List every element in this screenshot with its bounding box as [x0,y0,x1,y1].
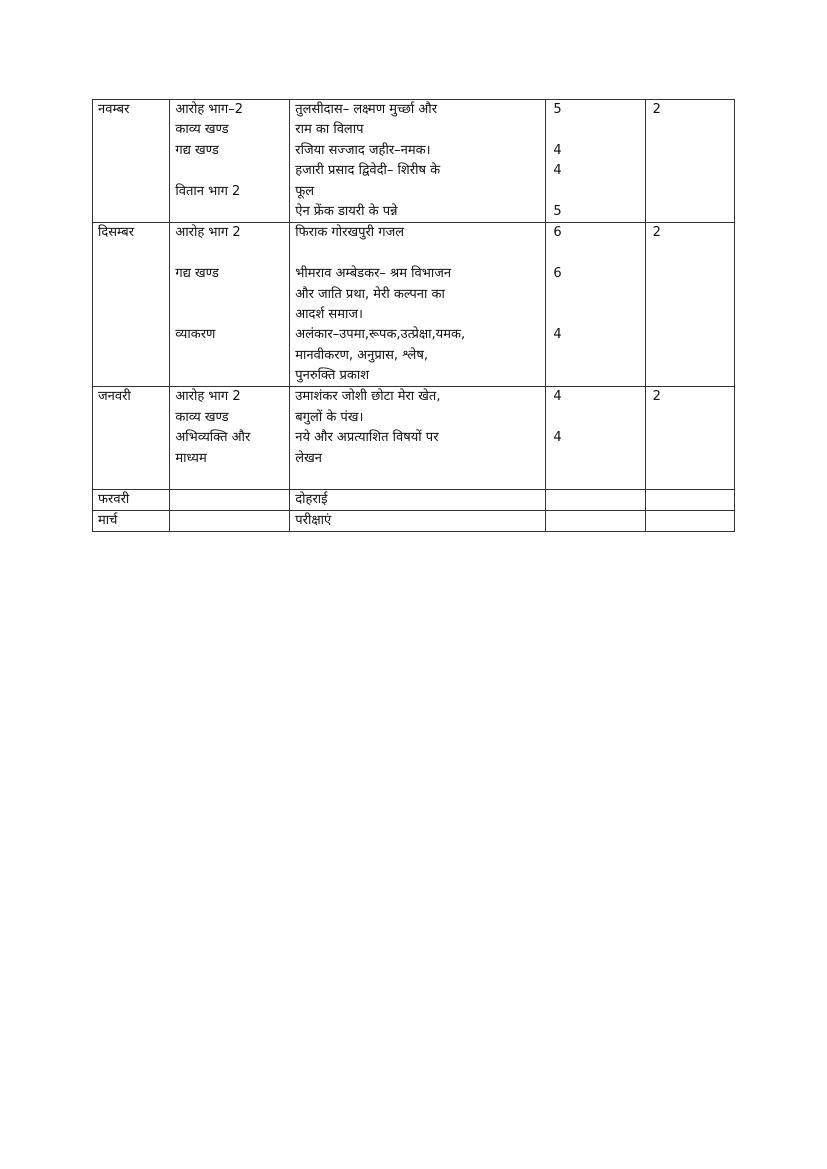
month-label: दिसम्बर [98,225,135,241]
topic-cell [290,387,546,490]
table-row-january [93,387,735,490]
topic-line: राम का विलाप [295,122,364,138]
topic-line: नये और अप्रत्याशित विषयों पर [295,430,439,446]
topic-line: उमाशंकर जोशी छोटा मेरा खेत, [295,389,441,405]
syllabus-table [92,99,735,532]
topic-line: अलंकार–उपमा,रूपक,उत्प्रेक्षा,यमक, [295,327,466,343]
book-line: आरोह भाग–2 [175,102,243,117]
topic-line: मानवीकरण, अनुप्रास, श्लेष, [295,347,428,363]
topic-line: लेखन [295,450,322,466]
table-row-november [93,100,735,223]
marks-value: 4 [553,389,562,405]
book-line [175,285,284,305]
table-row-march [93,511,735,532]
marks-value [551,285,639,305]
count-cell [645,100,734,223]
topic-cell [290,100,546,223]
book-cell [170,490,290,511]
book-line: वितान भाग 2 [175,183,241,199]
marks-cell [546,490,645,511]
book-cell [170,387,290,490]
book-line: व्याकरण [175,327,216,343]
marks-value: 5 [553,102,562,117]
count-value: 2 [652,225,661,241]
month-label: मार्च [98,513,118,529]
topic-line: तुलसीदास– लक्ष्मण मुर्च्छा और [295,102,438,117]
marks-value: 6 [553,266,562,282]
marks-value: 6 [553,225,562,241]
book-cell [170,223,290,387]
topic-cell [290,490,546,511]
month-label: जनवरी [98,389,131,405]
book-line: अभिव्यक्ति और [175,430,251,446]
count-value: 2 [652,389,661,405]
marks-value [551,182,639,202]
marks-value: 4 [553,430,562,446]
book-line: गद्य खण्ड [175,142,219,158]
topic-line: भीमराव अम्बेडकर– श्रम विभाजन [295,266,452,282]
topic-line: ऐन फ्रेंक डायरी के पन्ने [295,203,398,219]
book-line: आरोह भाग 2 [175,389,241,405]
marks-value: 5 [553,203,562,219]
topic-line: हजारी प्रसाद द्विवेदी– शिरीष के [295,163,441,179]
month-label: फरवरी [98,492,130,508]
book-line: माध्यम [175,450,207,466]
month-cell [93,511,170,532]
topic-line: पुनरुक्ति प्रकाश [295,368,370,384]
topic-line: आदर्श समाज। [295,306,363,322]
marks-value [551,408,639,428]
book-line: आरोह भाग 2 [175,225,241,241]
topic-line: फूल [295,183,315,199]
topic-line: फिराक गोरखपुरी गजल [295,225,405,241]
topic-line: बगुलों के पंख। [295,409,364,425]
table-row-december [93,223,735,387]
book-cell [170,511,290,532]
count-cell [645,387,734,490]
marks-cell [546,100,645,223]
count-cell [645,511,734,532]
count-cell [645,223,734,387]
month-cell [93,100,170,223]
book-line: गद्य खण्ड [175,266,219,282]
topic-cell [290,511,546,532]
book-line [175,244,284,264]
topic-line: दोहराई [295,492,328,508]
book-line: काव्य खण्ड [175,122,229,138]
book-cell [170,100,290,223]
marks-value [551,305,639,325]
month-label: नवम्बर [98,102,130,117]
topic-line [295,244,540,264]
count-value: 2 [652,102,661,117]
marks-value [551,120,639,140]
book-line [175,305,284,325]
topic-cell [290,223,546,387]
count-cell [645,490,734,511]
month-cell [93,387,170,490]
topic-line: परीक्षाएं [295,513,332,529]
month-cell [93,490,170,511]
book-line: काव्य खण्ड [175,409,229,425]
marks-value [551,244,639,264]
marks-cell [546,387,645,490]
marks-value: 4 [553,142,562,158]
topic-line: और जाति प्रथा, मेरी कल्पना का [295,286,445,302]
marks-value: 4 [553,327,562,343]
marks-value: 4 [553,163,562,179]
month-cell [93,223,170,387]
topic-line: रजिया सज्जाद जहीर–नमक। [295,142,431,158]
marks-cell [546,223,645,387]
table-row-february [93,490,735,511]
book-line [175,161,284,181]
marks-cell [546,511,645,532]
